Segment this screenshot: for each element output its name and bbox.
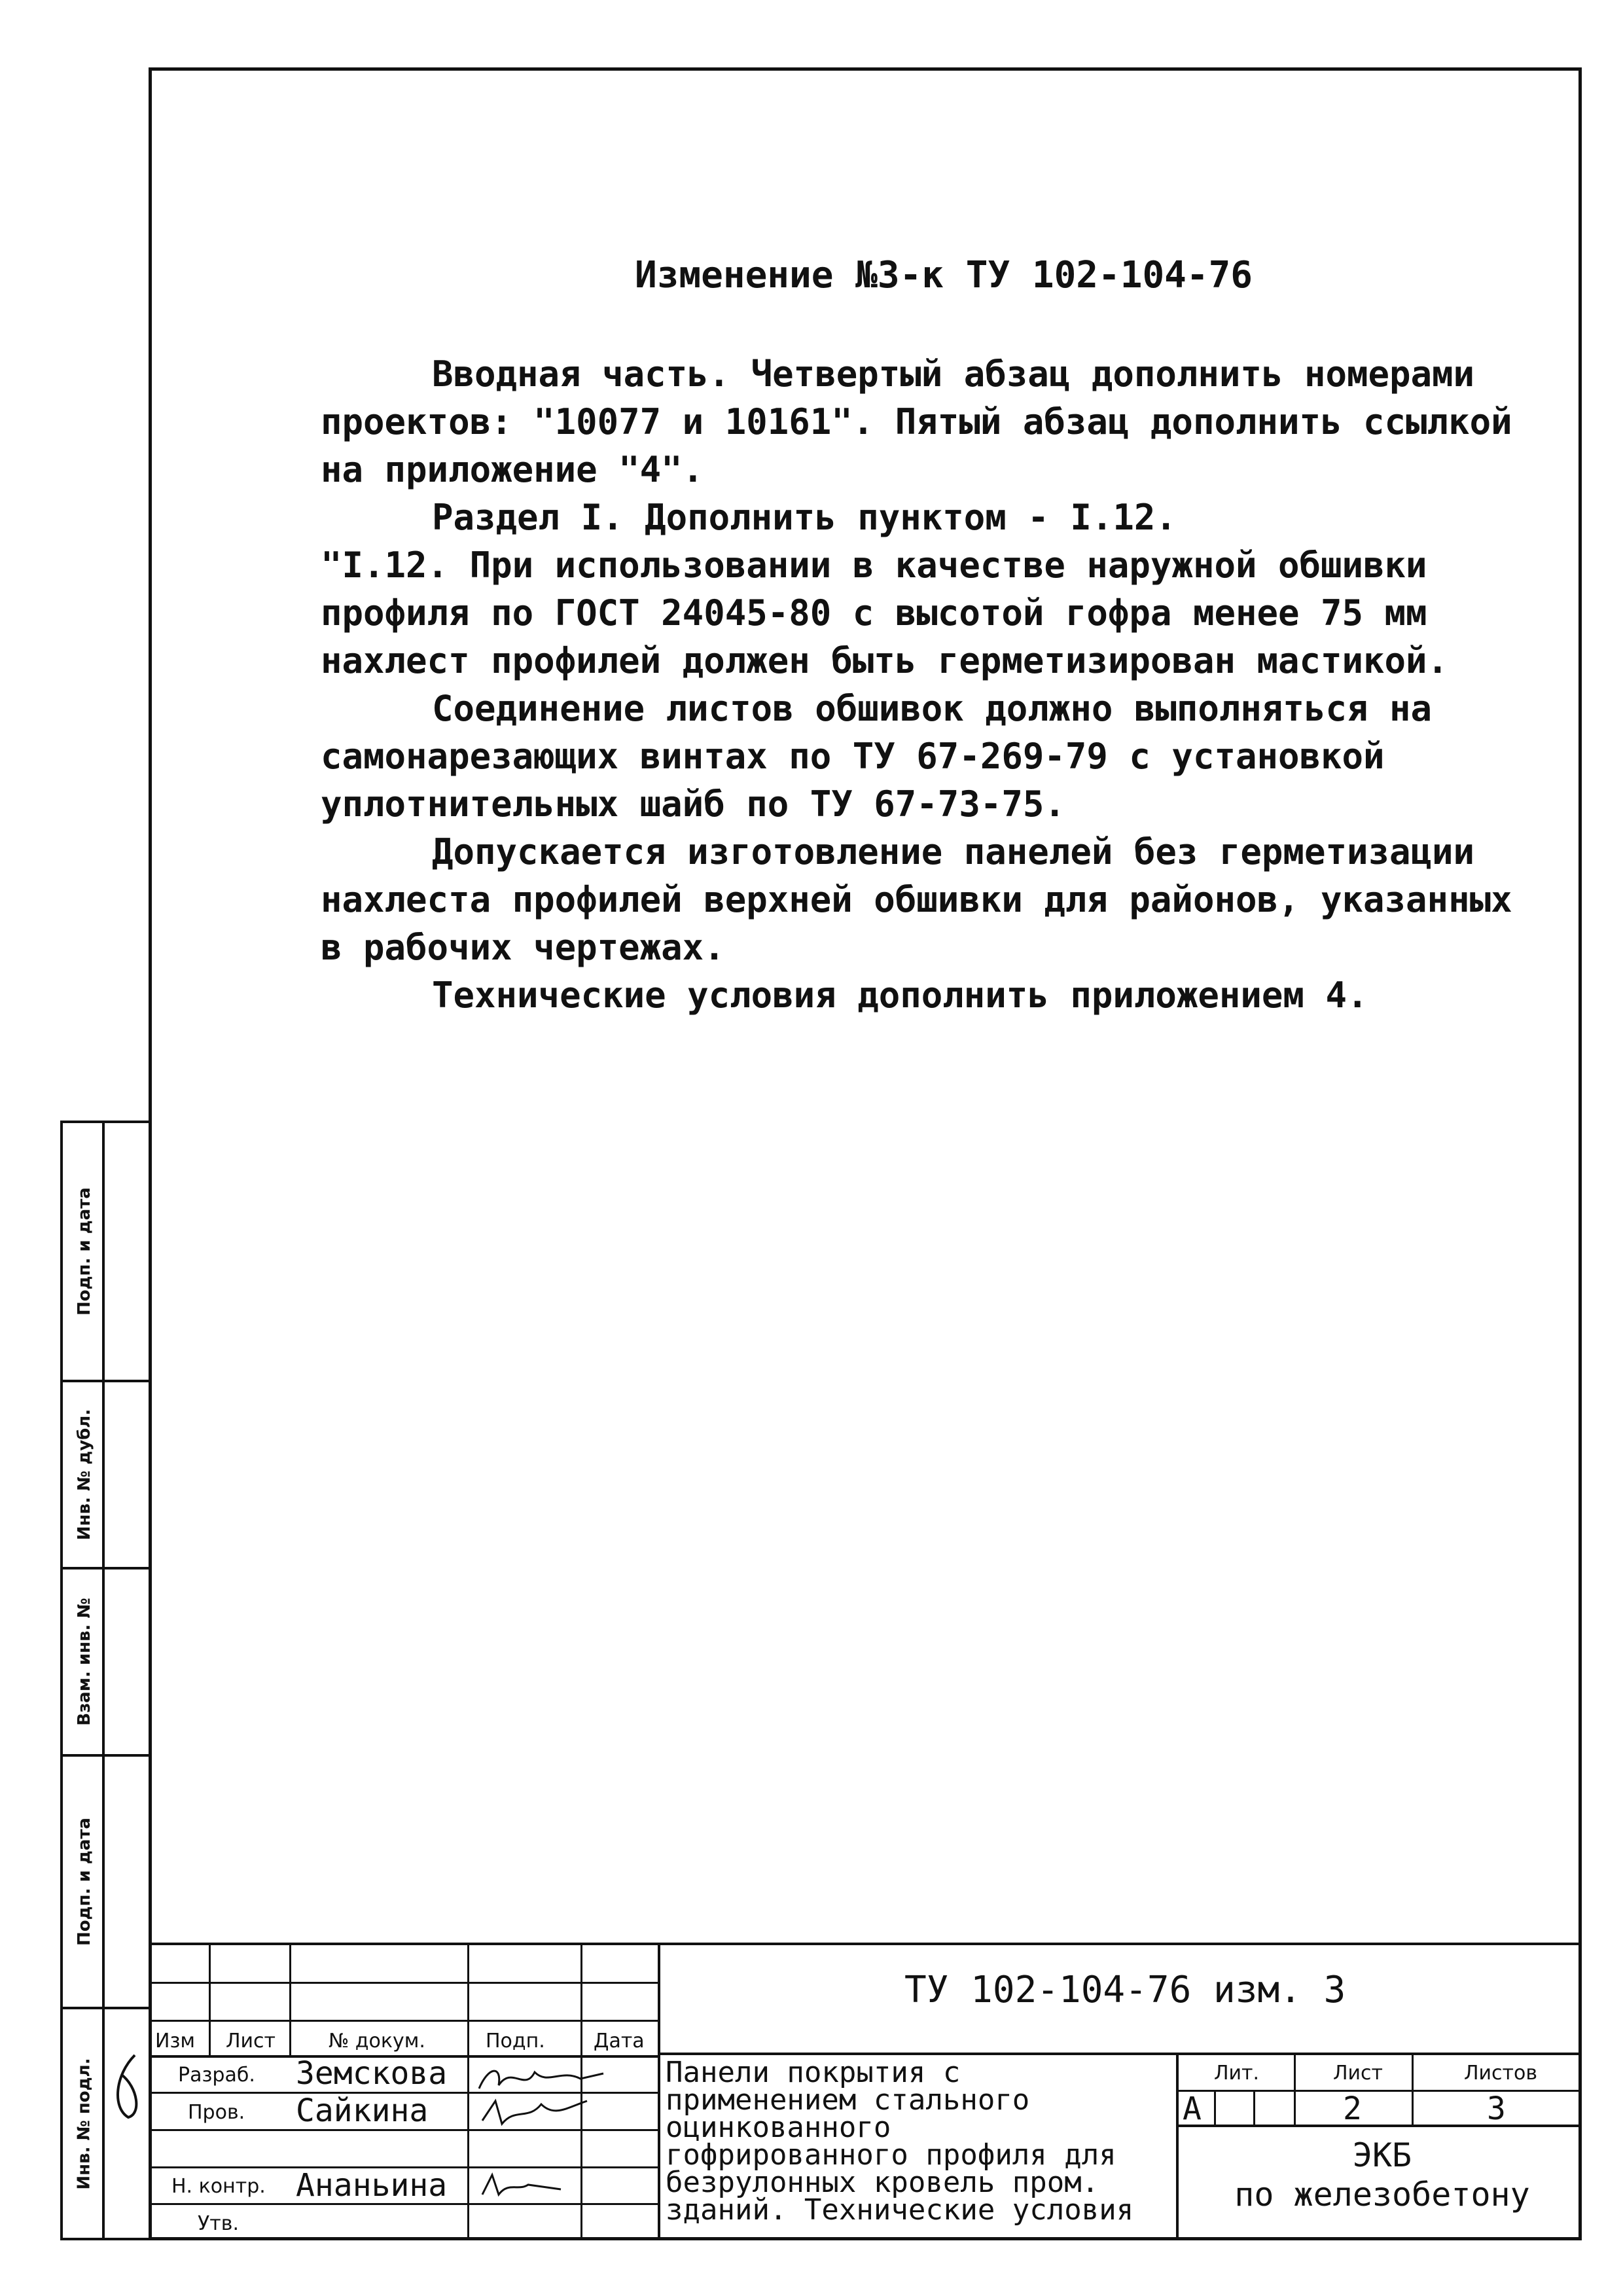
sheets-label: Листов xyxy=(1464,2062,1538,2085)
name-norm-control: Ананьина xyxy=(296,2167,448,2204)
strip-cell-dup-inv xyxy=(60,1380,152,1570)
document-description: Панели покрытия с применением стального оцинкованного гофрированного профиля для безрулонных кровель пром. зданий. Технические условия xyxy=(666,2056,1134,2227)
lit-value: А xyxy=(1183,2090,1202,2127)
col-header-signature: Подп. xyxy=(486,2030,545,2053)
strip-label: Инв. № подл. xyxy=(75,2057,94,2190)
strip-label: Подп. и дата xyxy=(75,1818,95,1946)
signature-developer xyxy=(476,2059,607,2098)
paragraph-intro: Вводная часть. Четвертый абзац дополнить номерами проектов: "10077 и 10161". Пятый абзац дополнить ссылкой на приложение "4". xyxy=(321,353,1512,490)
handwritten-mark xyxy=(109,2049,148,2127)
strip-cell-orig-inv xyxy=(60,2007,152,2240)
strip-label: Подп. и дата xyxy=(75,1187,95,1316)
col-header-izm: Изм xyxy=(155,2030,196,2053)
lit-label: Лит. xyxy=(1214,2062,1260,2085)
left-margin-strip xyxy=(60,1121,152,2240)
paragraph-fastening: Соединение листов обшивок должно выполняться на самонарезающих винтах по ТУ 67-269-79 с установкой уплотнительных шайб по ТУ 67-73-75. xyxy=(321,688,1433,825)
strip-cell-replace-inv xyxy=(60,1567,152,1757)
col-header-date: Дата xyxy=(594,2030,645,2053)
document-body xyxy=(321,350,1551,1019)
document-designation: ТУ 102-104-76 изм. 3 xyxy=(904,1969,1346,2011)
sheet-value: 2 xyxy=(1343,2090,1362,2127)
paragraph-section: Раздел I. Дополнить пунктом - I.12. xyxy=(432,497,1177,538)
signature-checker xyxy=(476,2094,594,2134)
name-developer: Земскова xyxy=(296,2055,448,2092)
sheets-value: 3 xyxy=(1487,2090,1506,2127)
signature-norm-control xyxy=(476,2168,580,2204)
document-title: Изменение №3-к ТУ 102-104-76 xyxy=(635,254,1253,296)
paragraph-appendix: Технические условия дополнить приложением 4. xyxy=(432,975,1368,1016)
name-checker: Сайкина xyxy=(296,2092,429,2129)
sheet-label: Лист xyxy=(1333,2062,1383,2085)
paragraph-clause: "I.12. При использовании в качестве наружной обшивки профиля по ГОСТ 24045-80 с высотой гофра менее 75 мм нахлест профилей должен быть герметизирован мастикой. xyxy=(321,545,1449,681)
role-developer: Разраб. xyxy=(178,2064,255,2087)
title-block xyxy=(149,1943,1582,2240)
paragraph-allowance: Допускается изготовление панелей без герметизации нахлеста профилей верхней обшивки для районов, указанных в рабочих чертежах. xyxy=(321,831,1512,968)
col-header-doc: № докум. xyxy=(329,2030,425,2053)
col-header-list: Лист xyxy=(226,2030,276,2053)
strip-label: Инв. № дубл. xyxy=(75,1408,94,1541)
organization: ЭКБ по железобетону xyxy=(1234,2136,1530,2214)
strip-label: Взам. инв. № xyxy=(75,1598,94,1726)
role-approver: Утв. xyxy=(198,2212,239,2235)
strip-cell-sign-date xyxy=(60,1121,152,1382)
role-checker: Пров. xyxy=(188,2101,245,2124)
role-norm-control: Н. контр. xyxy=(171,2175,266,2198)
strip-cell-sign-date-2 xyxy=(60,1754,152,2009)
